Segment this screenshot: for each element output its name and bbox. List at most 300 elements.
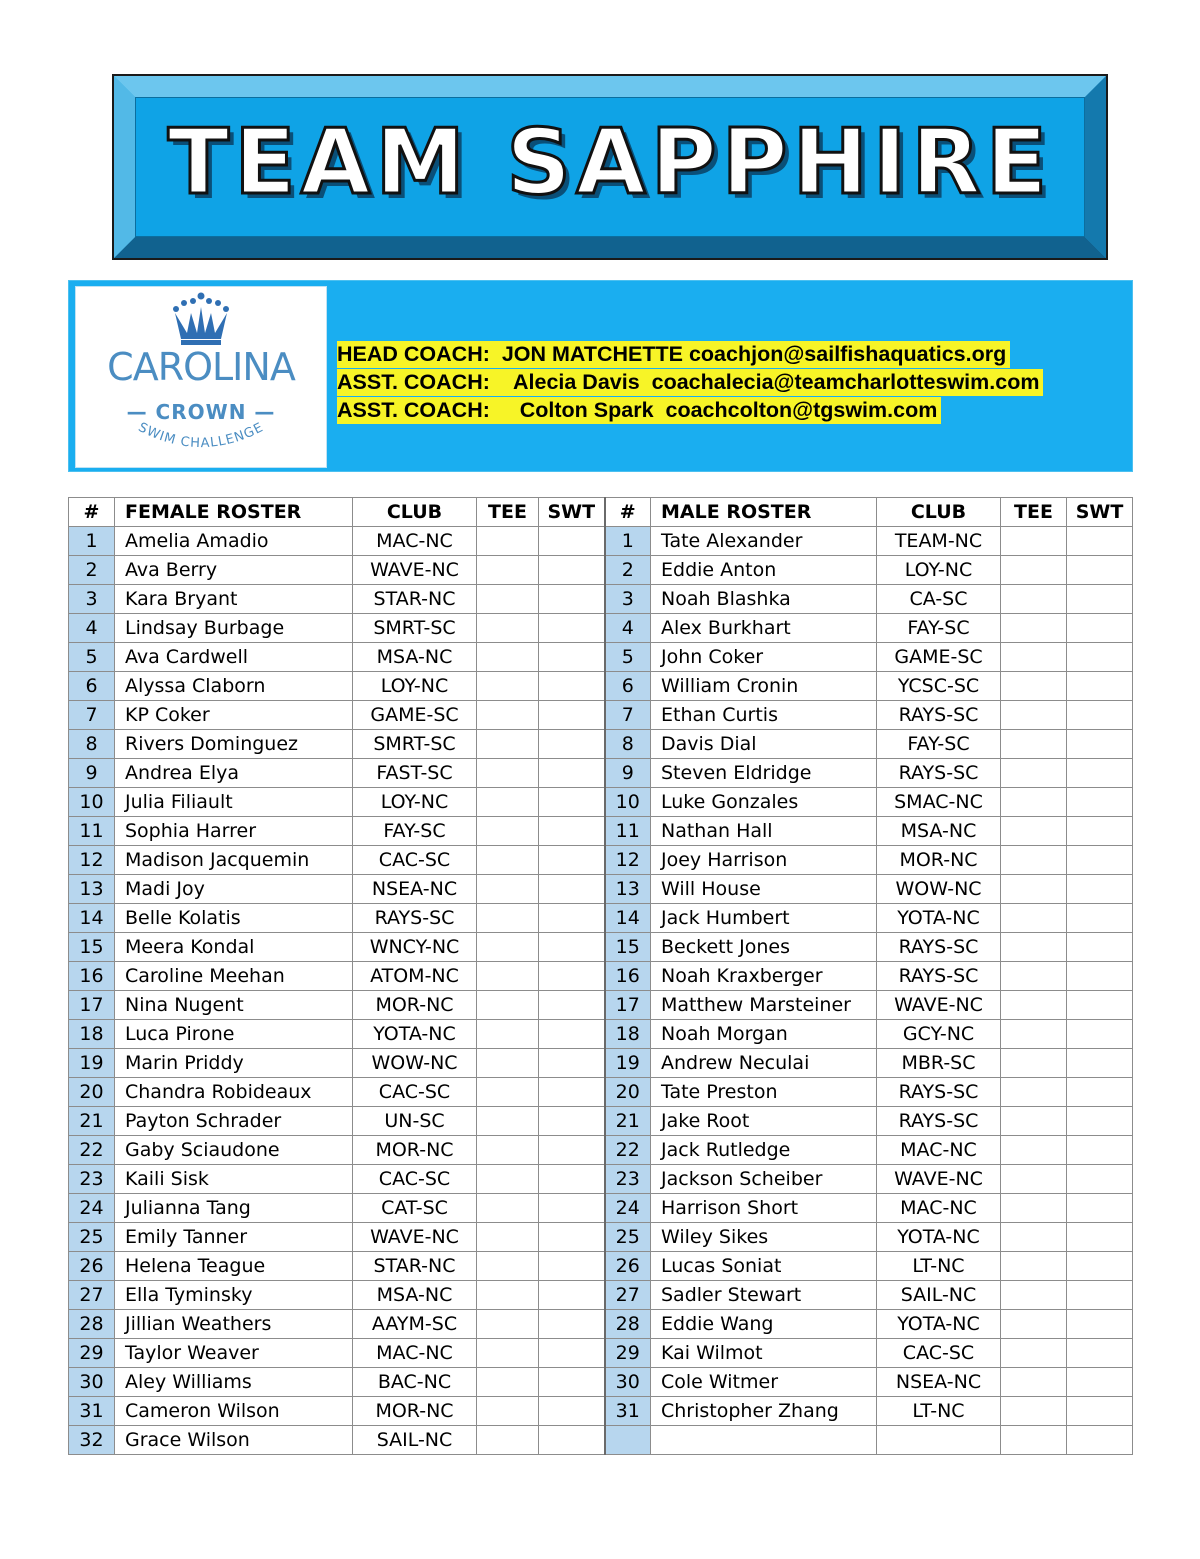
female-name-cell: Ava Berry: [115, 556, 353, 585]
female-tee-header: TEE: [477, 498, 539, 527]
male-swt-cell: [1067, 991, 1133, 1020]
table-row: [69, 1397, 1133, 1426]
male-name-cell: Matthew Marsteiner: [651, 991, 877, 1020]
female-name-cell: Andrea Elya: [115, 759, 353, 788]
female-name-cell: Kara Bryant: [115, 585, 353, 614]
female-number-cell: 27: [69, 1281, 115, 1310]
table-row: [69, 1368, 1133, 1397]
male-club-cell: RAYS-SC: [877, 1107, 1001, 1136]
female-name-cell: Helena Teague: [115, 1252, 353, 1281]
male-name-cell: Beckett Jones: [651, 933, 877, 962]
male-number-cell: 10: [605, 788, 651, 817]
female-number-cell: 22: [69, 1136, 115, 1165]
female-tee-cell: [477, 817, 539, 846]
title-banner: [112, 74, 1108, 260]
female-swt-cell: [539, 759, 605, 788]
male-club-cell: MBR-SC: [877, 1049, 1001, 1078]
female-club-cell: ATOM-NC: [353, 962, 477, 991]
male-swt-cell: [1067, 585, 1133, 614]
table-row: [69, 1194, 1133, 1223]
female-tee-cell: [477, 1107, 539, 1136]
female-roster-header: FEMALE ROSTER: [115, 498, 353, 527]
female-name-cell: Jillian Weathers: [115, 1310, 353, 1339]
male-number-cell: 2: [605, 556, 651, 585]
male-name-cell: Noah Blashka: [651, 585, 877, 614]
male-tee-cell: [1001, 1020, 1067, 1049]
female-club-cell: MAC-NC: [353, 527, 477, 556]
female-name-cell: KP Coker: [115, 701, 353, 730]
male-swt-cell: [1067, 846, 1133, 875]
female-number-cell: 23: [69, 1165, 115, 1194]
female-club-cell: RAYS-SC: [353, 904, 477, 933]
female-tee-cell: [477, 1136, 539, 1165]
male-tee-cell: [1001, 614, 1067, 643]
male-name-cell: Harrison Short: [651, 1194, 877, 1223]
logo-swim-challenge-text: [116, 419, 286, 467]
head-coach-line: HEAD COACH: JON MATCHETTE coachjon@sailfishaquatics.org: [337, 341, 1010, 368]
female-club-cell: WAVE-NC: [353, 1223, 477, 1252]
female-number-cell: 17: [69, 991, 115, 1020]
female-name-cell: Belle Kolatis: [115, 904, 353, 933]
male-swt-cell: [1067, 1252, 1133, 1281]
male-swt-cell: [1067, 1136, 1133, 1165]
male-tee-cell: [1001, 1223, 1067, 1252]
female-number-cell: 32: [69, 1426, 115, 1455]
roster-table: [68, 497, 1133, 1455]
male-name-cell: Will House: [651, 875, 877, 904]
male-swt-cell: [1067, 962, 1133, 991]
female-number-cell: 24: [69, 1194, 115, 1223]
female-swt-cell: [539, 817, 605, 846]
female-number-cell: 15: [69, 933, 115, 962]
male-tee-cell: [1001, 556, 1067, 585]
female-number-cell: 5: [69, 643, 115, 672]
male-tee-cell: [1001, 701, 1067, 730]
male-club-cell: WAVE-NC: [877, 1165, 1001, 1194]
table-row: [69, 788, 1133, 817]
male-tee-cell: [1001, 527, 1067, 556]
female-swt-cell: [539, 701, 605, 730]
female-name-cell: Julia Filiault: [115, 788, 353, 817]
male-tee-cell: [1001, 1165, 1067, 1194]
female-tee-cell: [477, 643, 539, 672]
female-tee-cell: [477, 1223, 539, 1252]
male-swt-cell: [1067, 1310, 1133, 1339]
female-tee-cell: [477, 1165, 539, 1194]
female-tee-cell: [477, 846, 539, 875]
asst-coach-line: ASST. COACH: Colton Spark coachcolton@tgswim.com: [337, 397, 941, 424]
male-number-cell: [605, 1426, 651, 1455]
male-club-cell: YOTA-NC: [877, 1310, 1001, 1339]
crown-icon: [171, 291, 231, 346]
female-club-cell: WOW-NC: [353, 1049, 477, 1078]
male-tee-cell: [1001, 817, 1067, 846]
female-swt-cell: [539, 585, 605, 614]
female-name-cell: Caroline Meehan: [115, 962, 353, 991]
table-row: [69, 1165, 1133, 1194]
male-club-cell: LT-NC: [877, 1397, 1001, 1426]
male-name-cell: John Coker: [651, 643, 877, 672]
male-swt-cell: [1067, 730, 1133, 759]
male-tee-cell: [1001, 991, 1067, 1020]
female-swt-cell: [539, 1252, 605, 1281]
carolina-crown-logo: [75, 286, 327, 468]
female-tee-cell: [477, 1049, 539, 1078]
male-name-cell: Cole Witmer: [651, 1368, 877, 1397]
male-number-cell: 21: [605, 1107, 651, 1136]
female-tee-cell: [477, 1281, 539, 1310]
female-club-cell: MAC-NC: [353, 1339, 477, 1368]
male-name-cell: Jack Humbert: [651, 904, 877, 933]
female-name-cell: Sophia Harrer: [115, 817, 353, 846]
male-name-cell: Lucas Soniat: [651, 1252, 877, 1281]
male-tee-cell: [1001, 1397, 1067, 1426]
female-tee-cell: [477, 1397, 539, 1426]
female-number-cell: 3: [69, 585, 115, 614]
female-club-cell: WAVE-NC: [353, 556, 477, 585]
female-club-cell: FAY-SC: [353, 817, 477, 846]
male-club-header: CLUB: [877, 498, 1001, 527]
male-swt-cell: [1067, 1165, 1133, 1194]
male-tee-cell: [1001, 1049, 1067, 1078]
female-club-cell: CAC-SC: [353, 1078, 477, 1107]
male-tee-cell: [1001, 1252, 1067, 1281]
female-number-cell: 16: [69, 962, 115, 991]
male-name-cell: Eddie Wang: [651, 1310, 877, 1339]
table-row: [69, 1223, 1133, 1252]
male-name-cell: Jackson Scheiber: [651, 1165, 877, 1194]
female-club-cell: SMRT-SC: [353, 730, 477, 759]
male-tee-cell: [1001, 643, 1067, 672]
female-swt-cell: [539, 788, 605, 817]
male-tee-header: TEE: [1001, 498, 1067, 527]
male-name-cell: [651, 1426, 877, 1455]
female-number-cell: 26: [69, 1252, 115, 1281]
female-number-cell: 1: [69, 527, 115, 556]
table-row: [69, 1310, 1133, 1339]
table-row: [69, 1107, 1133, 1136]
female-name-cell: Chandra Robideaux: [115, 1078, 353, 1107]
male-swt-cell: [1067, 1339, 1133, 1368]
female-tee-cell: [477, 556, 539, 585]
female-swt-cell: [539, 1426, 605, 1455]
male-swt-cell: [1067, 614, 1133, 643]
male-swt-cell: [1067, 904, 1133, 933]
female-tee-cell: [477, 585, 539, 614]
female-swt-cell: [539, 672, 605, 701]
table-row: [69, 643, 1133, 672]
table-row: [69, 1136, 1133, 1165]
female-swt-cell: [539, 875, 605, 904]
male-club-cell: LT-NC: [877, 1252, 1001, 1281]
female-tee-cell: [477, 933, 539, 962]
male-tee-cell: [1001, 933, 1067, 962]
logo-carolina-text: CAROLINA: [107, 345, 295, 389]
male-tee-cell: [1001, 1107, 1067, 1136]
female-swt-cell: [539, 1107, 605, 1136]
male-name-cell: Jake Root: [651, 1107, 877, 1136]
female-name-cell: Rivers Dominguez: [115, 730, 353, 759]
male-club-cell: RAYS-SC: [877, 759, 1001, 788]
male-tee-cell: [1001, 1078, 1067, 1107]
female-tee-cell: [477, 1339, 539, 1368]
male-name-cell: Ethan Curtis: [651, 701, 877, 730]
male-number-cell: 16: [605, 962, 651, 991]
male-name-cell: Eddie Anton: [651, 556, 877, 585]
female-club-cell: LOY-NC: [353, 672, 477, 701]
male-name-cell: Christopher Zhang: [651, 1397, 877, 1426]
male-swt-cell: [1067, 1078, 1133, 1107]
female-tee-cell: [477, 1252, 539, 1281]
female-tee-cell: [477, 730, 539, 759]
female-name-cell: Taylor Weaver: [115, 1339, 353, 1368]
female-club-cell: BAC-NC: [353, 1368, 477, 1397]
male-swt-cell: [1067, 1281, 1133, 1310]
male-tee-cell: [1001, 846, 1067, 875]
female-club-header: CLUB: [353, 498, 477, 527]
female-swt-cell: [539, 1310, 605, 1339]
male-swt-cell: [1067, 759, 1133, 788]
female-swt-cell: [539, 1368, 605, 1397]
male-number-cell: 17: [605, 991, 651, 1020]
female-swt-cell: [539, 1339, 605, 1368]
female-tee-cell: [477, 1368, 539, 1397]
female-club-cell: NSEA-NC: [353, 875, 477, 904]
male-club-cell: NSEA-NC: [877, 1368, 1001, 1397]
male-club-cell: CAC-SC: [877, 1339, 1001, 1368]
table-row: [69, 1049, 1133, 1078]
male-name-cell: Noah Kraxberger: [651, 962, 877, 991]
male-number-cell: 29: [605, 1339, 651, 1368]
table-row: [69, 759, 1133, 788]
female-swt-cell: [539, 846, 605, 875]
female-name-cell: Madi Joy: [115, 875, 353, 904]
female-tee-cell: [477, 1078, 539, 1107]
female-name-cell: Payton Schrader: [115, 1107, 353, 1136]
male-tee-cell: [1001, 875, 1067, 904]
male-name-cell: Alex Burkhart: [651, 614, 877, 643]
male-number-cell: 7: [605, 701, 651, 730]
male-number-cell: 28: [605, 1310, 651, 1339]
table-row: [69, 817, 1133, 846]
female-tee-cell: [477, 875, 539, 904]
female-name-cell: Madison Jacquemin: [115, 846, 353, 875]
male-swt-cell: [1067, 817, 1133, 846]
female-swt-cell: [539, 1049, 605, 1078]
male-number-cell: 27: [605, 1281, 651, 1310]
female-name-cell: Marin Priddy: [115, 1049, 353, 1078]
female-number-cell: 9: [69, 759, 115, 788]
male-number-cell: 4: [605, 614, 651, 643]
female-name-cell: Ava Cardwell: [115, 643, 353, 672]
female-name-cell: Amelia Amadio: [115, 527, 353, 556]
roster-body: [69, 527, 1133, 1455]
female-swt-cell: [539, 1020, 605, 1049]
male-tee-cell: [1001, 1368, 1067, 1397]
table-row: [69, 962, 1133, 991]
male-club-cell: FAY-SC: [877, 614, 1001, 643]
female-swt-cell: [539, 1136, 605, 1165]
female-num-header: #: [69, 498, 115, 527]
male-swt-cell: [1067, 701, 1133, 730]
female-number-cell: 25: [69, 1223, 115, 1252]
male-number-cell: 24: [605, 1194, 651, 1223]
female-club-cell: MOR-NC: [353, 991, 477, 1020]
female-swt-cell: [539, 730, 605, 759]
female-tee-cell: [477, 788, 539, 817]
female-tee-cell: [477, 991, 539, 1020]
female-swt-cell: [539, 556, 605, 585]
male-tee-cell: [1001, 1310, 1067, 1339]
table-row: [69, 527, 1133, 556]
table-row: [69, 875, 1133, 904]
male-club-cell: CA-SC: [877, 585, 1001, 614]
male-swt-cell: [1067, 1107, 1133, 1136]
male-name-cell: Nathan Hall: [651, 817, 877, 846]
male-number-cell: 22: [605, 1136, 651, 1165]
female-swt-cell: [539, 614, 605, 643]
male-club-cell: GAME-SC: [877, 643, 1001, 672]
banner-bevel-top: [114, 76, 1106, 98]
female-tee-cell: [477, 1020, 539, 1049]
female-number-cell: 29: [69, 1339, 115, 1368]
female-name-cell: Cameron Wilson: [115, 1397, 353, 1426]
male-club-cell: MOR-NC: [877, 846, 1001, 875]
male-tee-cell: [1001, 1136, 1067, 1165]
female-club-cell: YOTA-NC: [353, 1020, 477, 1049]
logo-crown-text: — CROWN —: [126, 400, 276, 424]
male-club-cell: [877, 1426, 1001, 1455]
male-swt-cell: [1067, 933, 1133, 962]
male-swt-cell: [1067, 875, 1133, 904]
male-number-cell: 5: [605, 643, 651, 672]
female-name-cell: Kaili Sisk: [115, 1165, 353, 1194]
female-name-cell: Meera Kondal: [115, 933, 353, 962]
male-number-cell: 18: [605, 1020, 651, 1049]
male-number-cell: 13: [605, 875, 651, 904]
table-row: [69, 701, 1133, 730]
female-number-cell: 21: [69, 1107, 115, 1136]
female-swt-cell: [539, 1194, 605, 1223]
asst-coach-line: ASST. COACH: Alecia Davis coachalecia@teamcharlotteswim.com: [337, 369, 1043, 396]
female-number-cell: 30: [69, 1368, 115, 1397]
female-tee-cell: [477, 1310, 539, 1339]
female-club-cell: LOY-NC: [353, 788, 477, 817]
svg-text:SWIM CHALLENGE: SWIM CHALLENGE: [135, 420, 267, 452]
male-tee-cell: [1001, 788, 1067, 817]
table-row: [69, 1078, 1133, 1107]
female-name-cell: Luca Pirone: [115, 1020, 353, 1049]
male-number-cell: 6: [605, 672, 651, 701]
male-club-cell: YOTA-NC: [877, 904, 1001, 933]
male-club-cell: YCSC-SC: [877, 672, 1001, 701]
male-club-cell: TEAM-NC: [877, 527, 1001, 556]
female-swt-cell: [539, 1397, 605, 1426]
female-swt-cell: [539, 991, 605, 1020]
female-number-cell: 6: [69, 672, 115, 701]
male-name-cell: Andrew Neculai: [651, 1049, 877, 1078]
female-number-cell: 7: [69, 701, 115, 730]
female-club-cell: STAR-NC: [353, 585, 477, 614]
male-club-cell: WOW-NC: [877, 875, 1001, 904]
female-number-cell: 28: [69, 1310, 115, 1339]
female-club-cell: SMRT-SC: [353, 614, 477, 643]
female-club-cell: WNCY-NC: [353, 933, 477, 962]
female-swt-header: SWT: [539, 498, 605, 527]
male-number-cell: 19: [605, 1049, 651, 1078]
female-name-cell: Alyssa Claborn: [115, 672, 353, 701]
female-name-cell: Ella Tyminsky: [115, 1281, 353, 1310]
male-name-cell: Davis Dial: [651, 730, 877, 759]
female-number-cell: 4: [69, 614, 115, 643]
female-tee-cell: [477, 1426, 539, 1455]
male-number-cell: 30: [605, 1368, 651, 1397]
male-club-cell: MAC-NC: [877, 1136, 1001, 1165]
male-club-cell: WAVE-NC: [877, 991, 1001, 1020]
male-name-cell: Tate Alexander: [651, 527, 877, 556]
male-club-cell: MSA-NC: [877, 817, 1001, 846]
male-tee-cell: [1001, 730, 1067, 759]
female-swt-cell: [539, 933, 605, 962]
female-swt-cell: [539, 527, 605, 556]
male-number-cell: 8: [605, 730, 651, 759]
female-club-cell: UN-SC: [353, 1107, 477, 1136]
female-swt-cell: [539, 643, 605, 672]
male-tee-cell: [1001, 672, 1067, 701]
female-name-cell: Aley Williams: [115, 1368, 353, 1397]
table-row: [69, 1252, 1133, 1281]
female-swt-cell: [539, 962, 605, 991]
male-number-cell: 1: [605, 527, 651, 556]
female-number-cell: 14: [69, 904, 115, 933]
male-num-header: #: [605, 498, 651, 527]
table-row: [69, 1281, 1133, 1310]
table-row: [69, 1426, 1133, 1455]
male-club-cell: SMAC-NC: [877, 788, 1001, 817]
male-club-cell: RAYS-SC: [877, 933, 1001, 962]
female-number-cell: 10: [69, 788, 115, 817]
female-tee-cell: [477, 759, 539, 788]
female-club-cell: GAME-SC: [353, 701, 477, 730]
male-swt-cell: [1067, 672, 1133, 701]
female-tee-cell: [477, 1194, 539, 1223]
female-swt-cell: [539, 1281, 605, 1310]
female-tee-cell: [477, 672, 539, 701]
male-number-cell: 11: [605, 817, 651, 846]
female-name-cell: Nina Nugent: [115, 991, 353, 1020]
male-number-cell: 12: [605, 846, 651, 875]
male-name-cell: William Cronin: [651, 672, 877, 701]
female-number-cell: 2: [69, 556, 115, 585]
male-swt-cell: [1067, 1426, 1133, 1455]
female-number-cell: 18: [69, 1020, 115, 1049]
female-swt-cell: [539, 904, 605, 933]
male-tee-cell: [1001, 759, 1067, 788]
table-row: [69, 846, 1133, 875]
male-name-cell: Luke Gonzales: [651, 788, 877, 817]
female-name-cell: Grace Wilson: [115, 1426, 353, 1455]
male-swt-cell: [1067, 1020, 1133, 1049]
male-number-cell: 20: [605, 1078, 651, 1107]
male-swt-cell: [1067, 1194, 1133, 1223]
female-number-cell: 11: [69, 817, 115, 846]
female-club-cell: FAST-SC: [353, 759, 477, 788]
male-swt-cell: [1067, 1368, 1133, 1397]
female-club-cell: STAR-NC: [353, 1252, 477, 1281]
male-club-cell: RAYS-SC: [877, 1078, 1001, 1107]
male-club-cell: SAIL-NC: [877, 1281, 1001, 1310]
female-tee-cell: [477, 614, 539, 643]
